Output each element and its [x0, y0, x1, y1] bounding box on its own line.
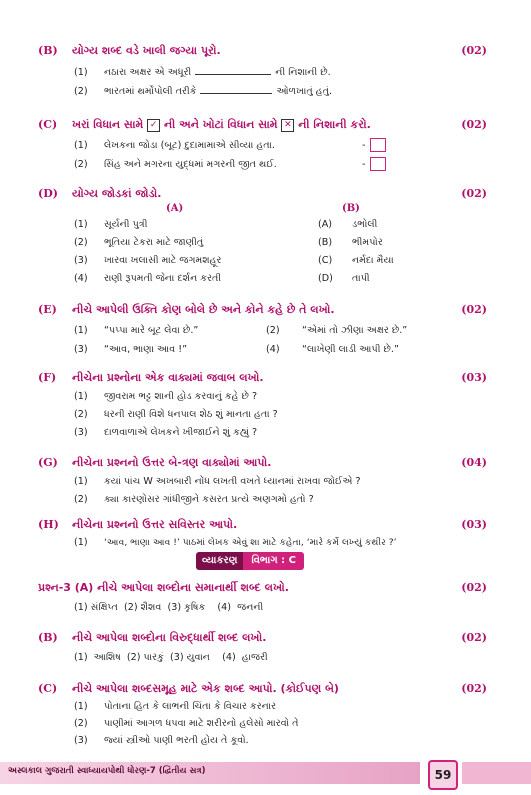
- b-item-1-pre: નઠારા અક્ષર એ અધૂરી: [104, 67, 192, 78]
- section-b-title: યોગ્ય શબ્દ વડે ખાલી જગ્યા પૂરો.: [72, 44, 221, 57]
- c-title-pre: ખરાં વિધાન સામે: [72, 118, 144, 131]
- q3c-item-3-text: જ્યાં સ્ત્રીઓ પાણી ભરતી હોય તે કૂવો.: [104, 735, 249, 746]
- section-h-title: નીચેના પ્રશ્નનો ઉત્તર સવિસ્તર આપો.: [72, 518, 238, 531]
- c-item-2-text: સિંહ અને મગરના યુદ્ધમાં મગરની જીત થઈ.: [104, 159, 277, 170]
- cross-icon: ✕: [281, 119, 294, 132]
- e-item-2-num: (2): [266, 325, 280, 336]
- f-item-2-num: (2): [74, 409, 88, 420]
- d-row-2-bnum: (B): [318, 237, 333, 248]
- d-row-1-bnum: (A): [318, 219, 333, 230]
- d-row-4-b: તાપી: [352, 273, 370, 284]
- c-title-post: ની નિશાની કરો.: [298, 118, 371, 131]
- section-g-letter: (G): [38, 456, 58, 469]
- section-c-letter: (C): [38, 118, 58, 131]
- c-item-2-num: (2): [74, 159, 88, 170]
- d-row-3-b: નર્મદા મૈયા: [352, 255, 394, 266]
- b-item-1-post: ની નિશાની છે.: [275, 67, 331, 78]
- section-f-title: નીચેના પ્રશ્નોના એક વાક્યમાં જવાબ લખો.: [72, 371, 264, 384]
- d-row-1-a: સૂર્યની પુત્રી: [104, 219, 148, 230]
- g-item-1-text: કયાં પાંચ W અખબારી નોંધ લખતી વખતે ધ્યાનમાં રાખવા જોઈએ ?: [104, 476, 361, 487]
- b-item-2-num: (2): [74, 86, 88, 97]
- question-3b-title: નીચે આપેલા શબ્દોના વિરુદ્ધાર્થી શબ્દ લખો.: [72, 631, 267, 644]
- g-item-2-text: ક્યા કારણોસર ગાંધીજીને કસરત પ્રત્યે અણગમો હતો ?: [104, 494, 314, 505]
- b-item-2: [104, 86, 332, 97]
- e-item-3-text: “આવ, ભાણા આવ !”: [104, 344, 188, 355]
- d-row-3-num: (3): [74, 255, 88, 266]
- section-d-letter: (D): [38, 187, 58, 200]
- h-item-1-text: ‘આવ, ભાણા આવ !’ પાઠમાં લેખક એવું શા માટે કહેતા, ‘મારે કર્મે લખ્યું કથીર ?’: [104, 537, 397, 548]
- q3c-item-1-text: પોતાના હિત કે લાભની ચિંતા કે વિચાર કરનાર: [104, 701, 277, 712]
- f-item-3-num: (3): [74, 427, 88, 438]
- f-item-1-text: જીવરામ ભટ્ટ શાની હોડ કરવાનું કહે છે ?: [104, 391, 258, 402]
- banner-grammar-label: વ્યાકરણ: [196, 552, 243, 570]
- c-title-mid: ની અને ખોટાં વિધાન સામે: [163, 118, 278, 131]
- question-3b-letter: (B): [38, 631, 58, 644]
- e-item-4-num: (4): [266, 344, 280, 355]
- f-item-2-text: ધરની રાણી વિશે ધનપાલ શેઠ શું માનતા હતા ?: [104, 409, 278, 420]
- page-footer: [0, 755, 531, 795]
- question-3a-title: પ્રશ્ન-3 (A) નીચે આપેલા શબ્દોના સમાનાર્થી શબ્દ લખો.: [38, 581, 289, 594]
- tick-icon: ✓: [147, 119, 160, 132]
- section-b-letter: (B): [38, 44, 58, 57]
- d-row-4-a: રાણી રૂપમતી જેના દર્શન કરતી: [104, 273, 222, 284]
- section-h-marks: (03): [461, 518, 487, 531]
- question-3a-words: (1) સંક્ષિપ્ત (2) શૈશવ (3) કૃષિક (4) જનની: [74, 602, 264, 613]
- b-item-1-num: (1): [74, 67, 88, 78]
- d-row-2-b: ભીમપોર: [352, 237, 383, 248]
- f-item-3-text: દાળવાળાએ લેખકને ખીજાઈને શું કહ્યું ?: [104, 427, 258, 438]
- c-item-1-num: (1): [74, 140, 88, 151]
- b-item-2-pre: ભારતમાં થર્મોપોલી તરીકે: [104, 86, 197, 97]
- section-c-title: [72, 118, 371, 132]
- section-e-marks: (02): [461, 303, 487, 316]
- d-row-1-b: ડભોલી: [352, 219, 378, 230]
- c-item-1-dash: -: [362, 140, 366, 151]
- d-row-1-num: (1): [74, 219, 88, 230]
- banner-section-label: વિભાગ : C: [243, 552, 304, 570]
- c-item-2-answer-box[interactable]: [370, 157, 386, 171]
- g-item-2-num: (2): [74, 494, 88, 505]
- c-item-1-text: લેખકના જોડા (બૂટ) દુદામામાએ સીવ્યા હતા.: [104, 140, 275, 151]
- f-item-1-num: (1): [74, 391, 88, 402]
- question-3b-marks: (02): [461, 631, 487, 644]
- e-item-2-text: “એમાં તો ઝીણા અક્ષર છે.”: [302, 325, 408, 336]
- section-h-letter: (H): [38, 518, 59, 531]
- section-c-banner: [196, 552, 304, 570]
- d-row-2-num: (2): [74, 237, 88, 248]
- section-d-title: યોગ્ય જોડકાં જોડો.: [72, 187, 162, 200]
- d-row-3-a: ખારવા ખલાસી માટે જગમશહૂર: [104, 255, 222, 266]
- question-3c-title: નીચે આપેલા શબ્દસમૂહ માટે એક શબ્દ આપો. (કોઈપણ બે): [72, 682, 339, 695]
- e-item-3-num: (3): [74, 344, 88, 355]
- blank-line[interactable]: [195, 74, 271, 75]
- footer-right-bar: [462, 762, 531, 784]
- question-3b-words: (1) આશિષ (2) પારકું (3) યુવાન (4) હાજરી: [74, 652, 268, 663]
- section-g-title: નીચેના પ્રશ્નનો ઉત્તર બે-ત્રણ વાક્યોમાં આપો.: [72, 456, 272, 469]
- section-e-title: નીચે આપેલી ઉક્તિ કોણ બોલે છે અને કોને કહે છે તે લખો.: [72, 303, 335, 316]
- section-g-marks: (04): [461, 456, 487, 469]
- footer-book-title: અસ્લકાલ ગુજરાતી સ્વાધ્યાયપોથી ધોરણ-7 (દ્વિતીય સત્ર): [8, 766, 206, 776]
- section-d-marks: (02): [461, 187, 487, 200]
- e-item-1-num: (1): [74, 325, 88, 336]
- c-item-1-answer-box[interactable]: [370, 138, 386, 152]
- e-item-4-text: “લાખેણી લાડી આપી છે.”: [302, 344, 399, 355]
- section-f-letter: (F): [38, 371, 57, 384]
- h-item-1-num: (1): [74, 537, 88, 548]
- page-number: 59: [428, 760, 458, 790]
- column-a-header: (A): [166, 203, 184, 214]
- c-item-2-dash: -: [362, 159, 366, 170]
- q3c-item-3-num: (3): [74, 735, 88, 746]
- d-row-2-a: ભૂતિયા ટેકરા માટે જાણીતું: [104, 237, 204, 248]
- section-f-marks: (03): [461, 371, 487, 384]
- q3c-item-2-text: પાણીમાં આગળ ધપવા માટે શરીરનો હલેસો મારવો તે: [104, 718, 299, 729]
- section-c-marks: (02): [461, 118, 487, 131]
- d-row-3-bnum: (C): [318, 255, 333, 266]
- b-item-2-post: ઓળખાતું હતું.: [276, 86, 333, 97]
- g-item-1-num: (1): [74, 476, 88, 487]
- question-3a-marks: (02): [461, 581, 487, 594]
- section-e-letter: (E): [38, 303, 57, 316]
- blank-line[interactable]: [200, 93, 272, 94]
- q3c-item-2-num: (2): [74, 718, 88, 729]
- d-row-4-num: (4): [74, 273, 88, 284]
- section-b-marks: (02): [461, 44, 487, 57]
- column-b-header: (B): [342, 203, 360, 214]
- e-item-1-text: “પપ્પા મારે બૂટ લેવા છે.”: [104, 325, 199, 336]
- q3c-item-1-num: (1): [74, 701, 88, 712]
- question-3c-marks: (02): [461, 682, 487, 695]
- b-item-1: [104, 67, 331, 78]
- question-3c-letter: (C): [38, 682, 58, 695]
- d-row-4-bnum: (D): [318, 273, 333, 284]
